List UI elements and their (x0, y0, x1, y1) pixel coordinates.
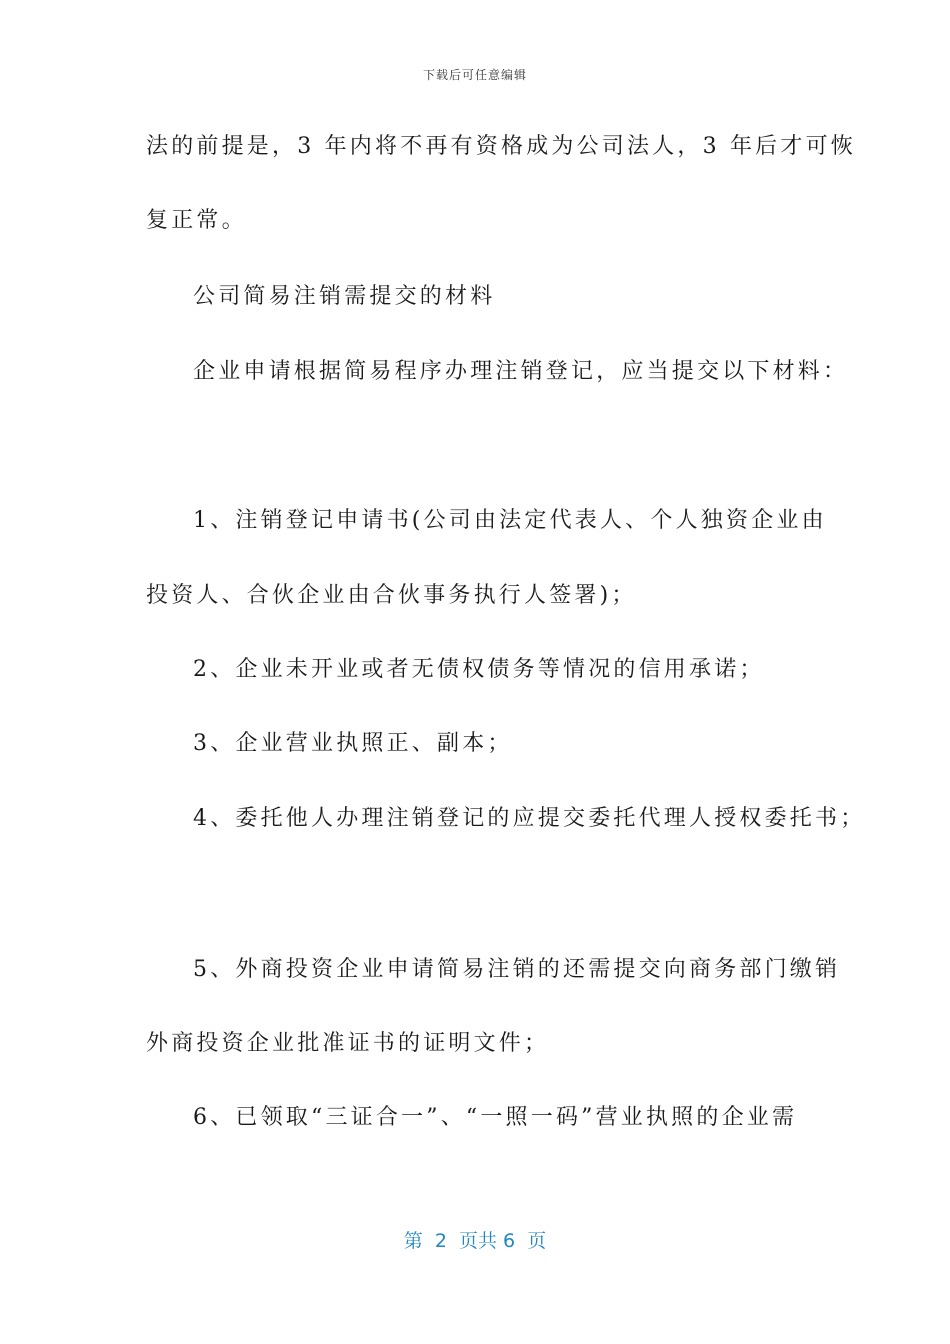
list-item-line: 3、企业营业执照正、副本； (193, 731, 513, 756)
list-item-line: 1、注销登记申请书(公司由法定代表人、个人独资企业由 (193, 508, 827, 533)
list-item-line: 5、外商投资企业申请简易注销的还需提交向商务部门缴销 (193, 957, 841, 982)
page-number: 第 2 页共 6 页 (403, 1230, 547, 1252)
header-note: 下载后可任意编辑 (422, 68, 527, 82)
list-item-line: 6、已领取“三证合一”、“一照一码”营业执照的企业需 (193, 1105, 798, 1130)
list-item-line: 投资人、合伙企业由合伙事务执行人签署)； (146, 583, 637, 608)
paragraph-line: 法的前提是，3 年内将不再有资格成为公司法人，3 年后才可恢 (146, 134, 856, 159)
list-item-line: 2、企业未开业或者无债权债务等情况的信用承诺； (193, 657, 765, 682)
section-heading: 公司简易注销需提交的材料 (193, 284, 496, 309)
list-item-line: 外商投资企业批准证书的证明文件； (146, 1031, 550, 1056)
list-item-line: 4、委托他人办理注销登记的应提交委托代理人授权委托书； (193, 806, 866, 831)
paragraph-line: 企业申请根据简易程序办理注销登记，应当提交以下材料： (193, 359, 849, 384)
paragraph-line: 复正常。 (146, 208, 247, 233)
